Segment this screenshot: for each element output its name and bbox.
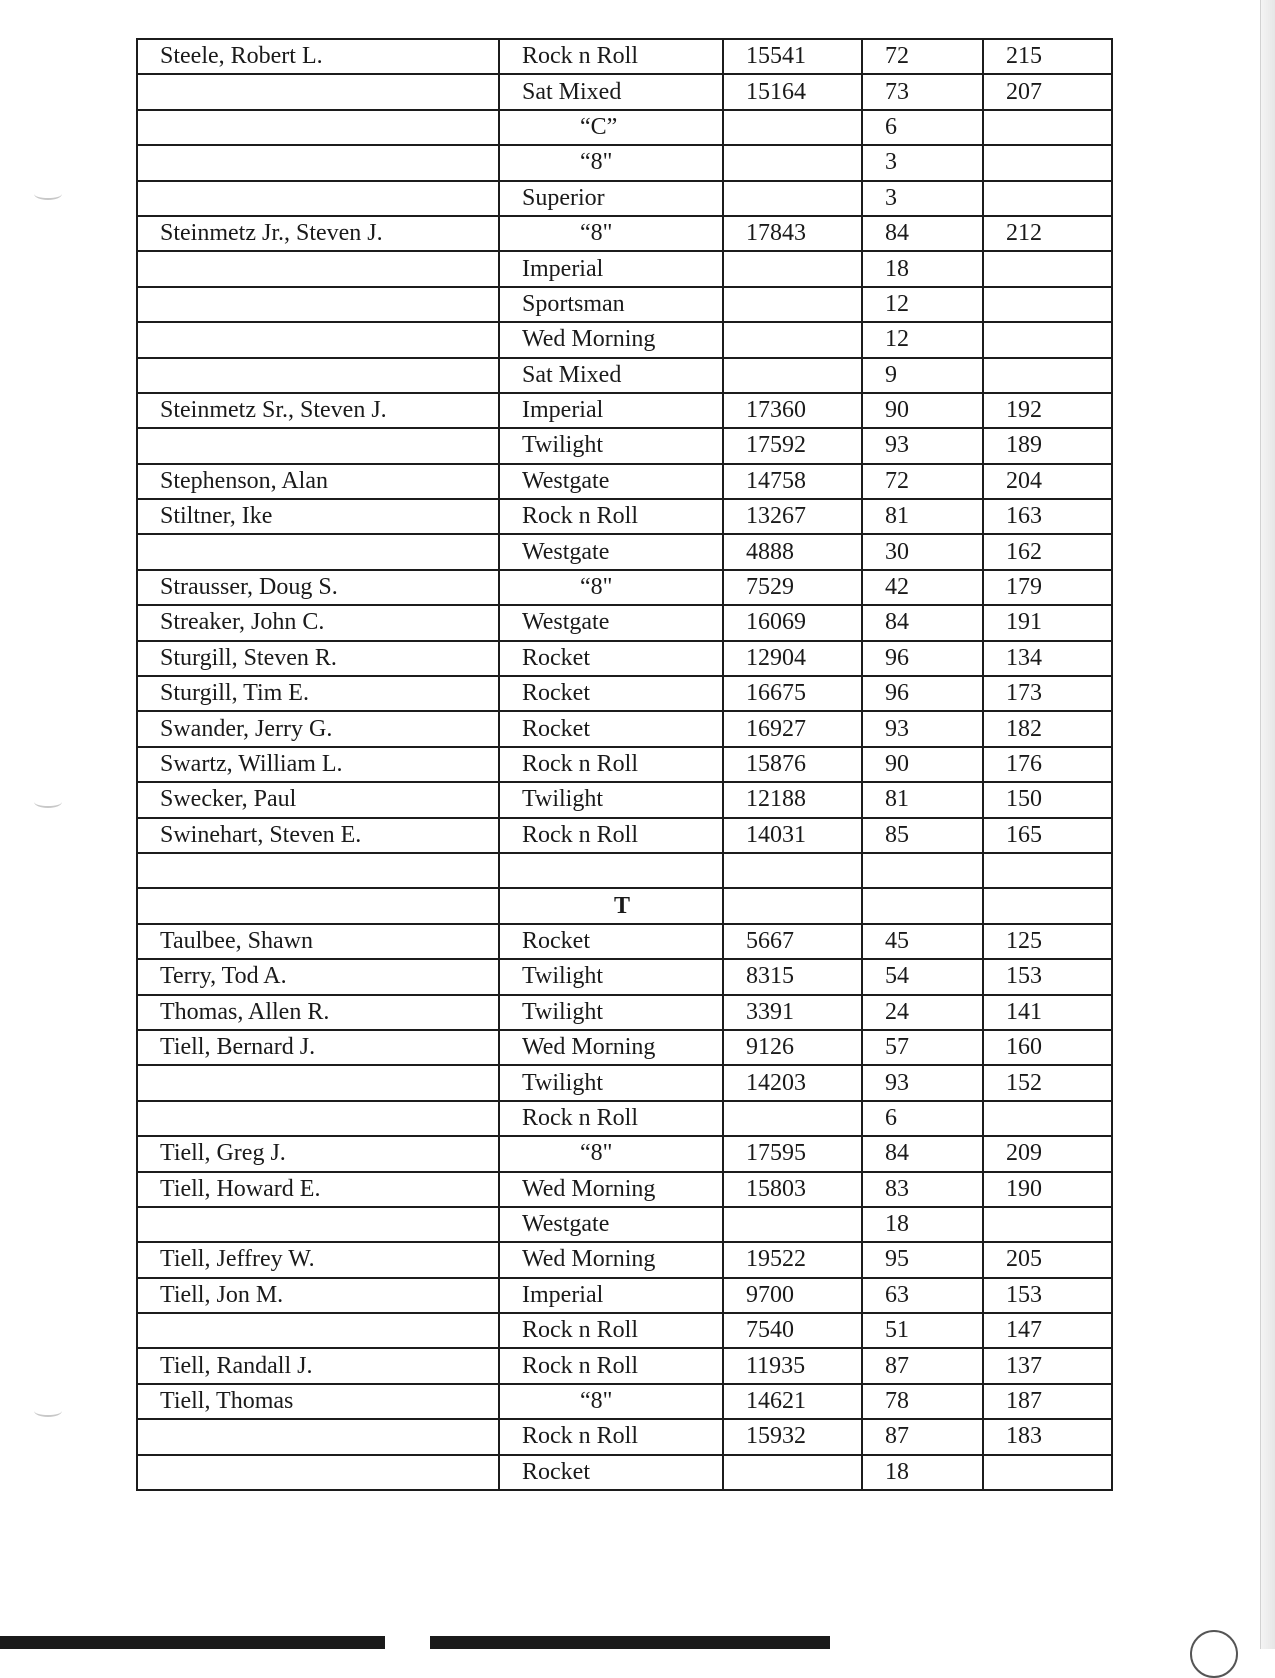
average-cell: 153 <box>983 959 1112 994</box>
average-cell <box>983 145 1112 180</box>
table-row <box>137 570 1112 605</box>
pins-cell: 15876 <box>723 747 862 782</box>
table-row <box>137 74 1112 109</box>
average-cell: 165 <box>983 818 1112 853</box>
name-cell <box>137 322 499 357</box>
games-cell: 84 <box>862 216 983 251</box>
pins-cell: 7529 <box>723 570 862 605</box>
average-cell <box>983 853 1112 888</box>
empty-cell <box>137 888 499 923</box>
empty-cell <box>723 888 862 923</box>
average-cell <box>983 251 1112 286</box>
name-cell: Swecker, Paul <box>137 782 499 817</box>
name-cell: Strausser, Doug S. <box>137 570 499 605</box>
league-cell: Wed Morning <box>499 322 723 357</box>
table-row <box>137 39 1112 74</box>
pins-cell: 15541 <box>723 39 862 74</box>
table-row <box>137 605 1112 640</box>
name-cell: Tiell, Thomas <box>137 1384 499 1419</box>
average-cell: 125 <box>983 924 1112 959</box>
pins-cell <box>723 1207 862 1242</box>
name-cell <box>137 1207 499 1242</box>
games-cell: 18 <box>862 251 983 286</box>
games-cell: 51 <box>862 1313 983 1348</box>
name-cell: Terry, Tod A. <box>137 959 499 994</box>
games-cell: 24 <box>862 995 983 1030</box>
name-cell: Taulbee, Shawn <box>137 924 499 959</box>
pins-cell: 15932 <box>723 1419 862 1454</box>
name-cell: Tiell, Jeffrey W. <box>137 1242 499 1277</box>
average-cell: 190 <box>983 1172 1112 1207</box>
table-row <box>137 1384 1112 1419</box>
table-row <box>137 853 1112 888</box>
league-cell: Westgate <box>499 605 723 640</box>
pins-cell: 12188 <box>723 782 862 817</box>
pins-cell: 17592 <box>723 428 862 463</box>
name-cell <box>137 74 499 109</box>
empty-cell <box>862 888 983 923</box>
punch-hole-mark <box>34 1405 62 1417</box>
name-cell: Steinmetz Jr., Steven J. <box>137 216 499 251</box>
average-cell: 137 <box>983 1348 1112 1383</box>
average-cell: 192 <box>983 393 1112 428</box>
games-cell: 12 <box>862 322 983 357</box>
pins-cell <box>723 322 862 357</box>
name-cell: Streaker, John C. <box>137 605 499 640</box>
league-cell: Westgate <box>499 464 723 499</box>
league-cell: Sat Mixed <box>499 74 723 109</box>
average-cell <box>983 287 1112 322</box>
league-cell: Sat Mixed <box>499 358 723 393</box>
table-row <box>137 1242 1112 1277</box>
scan-border-bar <box>0 1636 385 1649</box>
league-cell: Rock n Roll <box>499 1419 723 1454</box>
pins-cell: 14621 <box>723 1384 862 1419</box>
pins-cell: 16069 <box>723 605 862 640</box>
average-cell: 189 <box>983 428 1112 463</box>
pins-cell <box>723 287 862 322</box>
games-cell: 72 <box>862 39 983 74</box>
games-cell: 84 <box>862 1136 983 1171</box>
pins-cell <box>723 358 862 393</box>
average-cell: 179 <box>983 570 1112 605</box>
name-cell: Tiell, Bernard J. <box>137 1030 499 1065</box>
games-cell: 3 <box>862 145 983 180</box>
pins-cell <box>723 181 862 216</box>
table-row <box>137 393 1112 428</box>
pins-cell: 11935 <box>723 1348 862 1383</box>
league-cell: Rock n Roll <box>499 1101 723 1136</box>
games-cell: 72 <box>862 464 983 499</box>
league-cell: Wed Morning <box>499 1242 723 1277</box>
average-cell <box>983 181 1112 216</box>
league-cell: Twilight <box>499 1065 723 1100</box>
games-cell: 73 <box>862 74 983 109</box>
games-cell: 6 <box>862 1101 983 1136</box>
average-cell: 215 <box>983 39 1112 74</box>
average-cell: 209 <box>983 1136 1112 1171</box>
name-cell: Thomas, Allen R. <box>137 995 499 1030</box>
league-cell: Imperial <box>499 1278 723 1313</box>
pins-cell: 19522 <box>723 1242 862 1277</box>
league-cell: Wed Morning <box>499 1030 723 1065</box>
table-row <box>137 428 1112 463</box>
table-row <box>137 782 1112 817</box>
pins-cell: 14758 <box>723 464 862 499</box>
table-row <box>137 181 1112 216</box>
games-cell: 78 <box>862 1384 983 1419</box>
games-cell: 18 <box>862 1207 983 1242</box>
average-cell: 176 <box>983 747 1112 782</box>
average-cell: 162 <box>983 534 1112 569</box>
pins-cell <box>723 145 862 180</box>
league-cell: “C” <box>499 110 723 145</box>
league-cell: Westgate <box>499 1207 723 1242</box>
games-cell: 96 <box>862 641 983 676</box>
league-cell: Twilight <box>499 428 723 463</box>
table-row <box>137 1455 1112 1490</box>
name-cell <box>137 110 499 145</box>
table-row <box>137 358 1112 393</box>
table-row <box>137 499 1112 534</box>
games-cell: 57 <box>862 1030 983 1065</box>
pins-cell: 13267 <box>723 499 862 534</box>
bowler-roster-table <box>136 38 1113 1491</box>
league-cell: Rocket <box>499 676 723 711</box>
pins-cell: 14203 <box>723 1065 862 1100</box>
table-row <box>137 464 1112 499</box>
league-cell: “8" <box>499 1136 723 1171</box>
league-cell: Rocket <box>499 711 723 746</box>
name-cell <box>137 1455 499 1490</box>
pins-cell: 5667 <box>723 924 862 959</box>
pins-cell: 15164 <box>723 74 862 109</box>
name-cell <box>137 287 499 322</box>
league-cell: Superior <box>499 181 723 216</box>
pins-cell: 8315 <box>723 959 862 994</box>
games-cell: 90 <box>862 747 983 782</box>
empty-cell <box>983 888 1112 923</box>
pins-cell: 15803 <box>723 1172 862 1207</box>
games-cell: 30 <box>862 534 983 569</box>
games-cell: 96 <box>862 676 983 711</box>
league-cell: Rock n Roll <box>499 818 723 853</box>
average-cell: 153 <box>983 1278 1112 1313</box>
table-row <box>137 1207 1112 1242</box>
punch-hole-mark <box>34 188 62 200</box>
games-cell: 95 <box>862 1242 983 1277</box>
table-row <box>137 1348 1112 1383</box>
league-cell: Rock n Roll <box>499 1348 723 1383</box>
pins-cell: 17843 <box>723 216 862 251</box>
name-cell <box>137 1101 499 1136</box>
table-row <box>137 995 1112 1030</box>
table-row <box>137 676 1112 711</box>
name-cell <box>137 1313 499 1348</box>
table-row <box>137 1172 1112 1207</box>
name-cell <box>137 1419 499 1454</box>
league-cell: Sportsman <box>499 287 723 322</box>
league-cell: Westgate <box>499 534 723 569</box>
league-cell: “8" <box>499 145 723 180</box>
name-cell: Swartz, William L. <box>137 747 499 782</box>
name-cell <box>137 358 499 393</box>
average-cell: 173 <box>983 676 1112 711</box>
average-cell: 205 <box>983 1242 1112 1277</box>
name-cell: Sturgill, Steven R. <box>137 641 499 676</box>
pins-cell: 9700 <box>723 1278 862 1313</box>
table-row <box>137 251 1112 286</box>
games-cell: 81 <box>862 499 983 534</box>
average-cell <box>983 110 1112 145</box>
games-cell: 87 <box>862 1348 983 1383</box>
games-cell: 9 <box>862 358 983 393</box>
pins-cell: 9126 <box>723 1030 862 1065</box>
table-row <box>137 711 1112 746</box>
games-cell: 63 <box>862 1278 983 1313</box>
pins-cell: 16927 <box>723 711 862 746</box>
average-cell <box>983 1101 1112 1136</box>
league-cell: Imperial <box>499 393 723 428</box>
pins-cell <box>723 853 862 888</box>
roster-body <box>137 39 1112 1490</box>
pins-cell: 3391 <box>723 995 862 1030</box>
average-cell <box>983 322 1112 357</box>
league-cell: Twilight <box>499 959 723 994</box>
table-row <box>137 959 1112 994</box>
name-cell <box>137 145 499 180</box>
table-row <box>137 1136 1112 1171</box>
games-cell: 54 <box>862 959 983 994</box>
table-row <box>137 1313 1112 1348</box>
average-cell: 212 <box>983 216 1112 251</box>
average-cell: 147 <box>983 1313 1112 1348</box>
table-row <box>137 924 1112 959</box>
section-header-row <box>137 888 1112 923</box>
pins-cell <box>723 1101 862 1136</box>
table-row <box>137 1030 1112 1065</box>
punch-hole-mark <box>34 796 62 808</box>
name-cell: Tiell, Jon M. <box>137 1278 499 1313</box>
average-cell: 134 <box>983 641 1112 676</box>
name-cell <box>137 251 499 286</box>
games-cell: 12 <box>862 287 983 322</box>
name-cell <box>137 1065 499 1100</box>
name-cell: Swander, Jerry G. <box>137 711 499 746</box>
games-cell <box>862 853 983 888</box>
games-cell: 84 <box>862 605 983 640</box>
name-cell: Steinmetz Sr., Steven J. <box>137 393 499 428</box>
league-cell <box>499 853 723 888</box>
page-edge-shadow <box>1260 0 1275 1649</box>
name-cell: Steele, Robert L. <box>137 39 499 74</box>
league-cell: “8" <box>499 216 723 251</box>
games-cell: 45 <box>862 924 983 959</box>
games-cell: 81 <box>862 782 983 817</box>
games-cell: 93 <box>862 1065 983 1100</box>
name-cell: Swinehart, Steven E. <box>137 818 499 853</box>
league-cell: “8" <box>499 1384 723 1419</box>
table-row <box>137 110 1112 145</box>
scan-border-bar <box>430 1636 830 1649</box>
games-cell: 90 <box>862 393 983 428</box>
name-cell <box>137 853 499 888</box>
league-cell: Imperial <box>499 251 723 286</box>
games-cell: 87 <box>862 1419 983 1454</box>
average-cell: 182 <box>983 711 1112 746</box>
average-cell: 204 <box>983 464 1112 499</box>
pins-cell <box>723 251 862 286</box>
pins-cell: 14031 <box>723 818 862 853</box>
pins-cell: 7540 <box>723 1313 862 1348</box>
table-row <box>137 216 1112 251</box>
games-cell: 18 <box>862 1455 983 1490</box>
table-row <box>137 287 1112 322</box>
league-cell: Wed Morning <box>499 1172 723 1207</box>
games-cell: 93 <box>862 711 983 746</box>
name-cell: Stephenson, Alan <box>137 464 499 499</box>
pins-cell: 4888 <box>723 534 862 569</box>
league-cell: Rocket <box>499 1455 723 1490</box>
average-cell: 183 <box>983 1419 1112 1454</box>
average-cell: 141 <box>983 995 1112 1030</box>
games-cell: 83 <box>862 1172 983 1207</box>
league-cell: Rock n Roll <box>499 39 723 74</box>
average-cell: 207 <box>983 74 1112 109</box>
league-cell: Rock n Roll <box>499 747 723 782</box>
pins-cell: 17595 <box>723 1136 862 1171</box>
pins-cell <box>723 110 862 145</box>
average-cell: 191 <box>983 605 1112 640</box>
league-cell: Rocket <box>499 924 723 959</box>
average-cell: 150 <box>983 782 1112 817</box>
name-cell: Tiell, Greg J. <box>137 1136 499 1171</box>
name-cell <box>137 181 499 216</box>
table-row <box>137 747 1112 782</box>
league-cell: Twilight <box>499 995 723 1030</box>
average-cell: 160 <box>983 1030 1112 1065</box>
name-cell: Tiell, Randall J. <box>137 1348 499 1383</box>
games-cell: 93 <box>862 428 983 463</box>
table-row <box>137 1065 1112 1100</box>
name-cell <box>137 534 499 569</box>
league-cell: “8" <box>499 570 723 605</box>
average-cell <box>983 1455 1112 1490</box>
average-cell: 163 <box>983 499 1112 534</box>
table-row <box>137 322 1112 357</box>
average-cell <box>983 358 1112 393</box>
section-letter: T <box>499 888 723 923</box>
pins-cell: 12904 <box>723 641 862 676</box>
average-cell: 152 <box>983 1065 1112 1100</box>
games-cell: 42 <box>862 570 983 605</box>
table-row <box>137 1419 1112 1454</box>
pins-cell: 16675 <box>723 676 862 711</box>
average-cell <box>983 1207 1112 1242</box>
table-row <box>137 1278 1112 1313</box>
table-row <box>137 641 1112 676</box>
name-cell: Tiell, Howard E. <box>137 1172 499 1207</box>
games-cell: 3 <box>862 181 983 216</box>
pins-cell <box>723 1455 862 1490</box>
pins-cell: 17360 <box>723 393 862 428</box>
table-row <box>137 145 1112 180</box>
games-cell: 6 <box>862 110 983 145</box>
league-cell: Rock n Roll <box>499 499 723 534</box>
name-cell: Sturgill, Tim E. <box>137 676 499 711</box>
league-cell: Rocket <box>499 641 723 676</box>
scan-circle-mark <box>1190 1630 1238 1678</box>
average-cell: 187 <box>983 1384 1112 1419</box>
table-row <box>137 1101 1112 1136</box>
table-row <box>137 534 1112 569</box>
table-row <box>137 818 1112 853</box>
name-cell <box>137 428 499 463</box>
name-cell: Stiltner, Ike <box>137 499 499 534</box>
league-cell: Rock n Roll <box>499 1313 723 1348</box>
games-cell: 85 <box>862 818 983 853</box>
league-cell: Twilight <box>499 782 723 817</box>
